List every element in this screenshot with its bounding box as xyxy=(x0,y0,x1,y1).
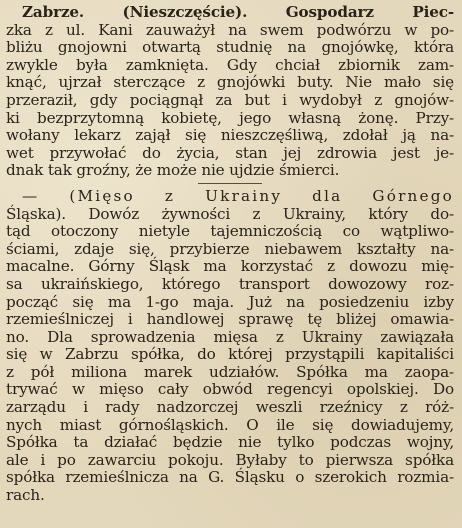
article-line: ściami, zdaje się, przybierze niebawem kształty na- xyxy=(6,239,454,258)
article-line: zarządu i rady nadzorczej weszli rzeźnicy z róż- xyxy=(6,398,454,417)
article-line: knąć, ujrzał sterczące z gnojówki buty. Nie mało się xyxy=(6,73,454,92)
article-line: przeraził, gdy pociągnął za but i wydobył z gnojów- xyxy=(6,90,454,109)
article-line: trywać w mięso cały obwód regencyi opolskiej. Do xyxy=(6,380,454,399)
article-line: Śląska). Dowóz żywności z Ukrainy, który do- xyxy=(6,204,454,223)
article-line: bliżu gnojowni otwartą studnię na gnojówkę, która xyxy=(6,38,454,57)
article-line: macalne. Górny Śląsk ma korzystać z dowozu mię- xyxy=(6,257,454,276)
article-nieszczescie xyxy=(6,4,454,180)
article-mieso-z-ukrainy xyxy=(6,188,454,505)
article-line: ki bezprzytomną kobietę, jego własną żonę. Przy- xyxy=(6,108,454,127)
article-line: spółka rzemieślnicza na G. Śląsku o szerokich rozmia- xyxy=(6,468,454,487)
article-line: z pół miliona marek udziałów. Spółka ma zaopa- xyxy=(6,362,454,381)
article-line: no. Dla sprowadzenia mięsa z Ukrainy zawiązała xyxy=(6,327,454,346)
article-line: Zabrze. (Nieszczęście). Gospodarz Piec- xyxy=(22,3,454,21)
article-line: wołany lekarz zajął się nieszczęśliwą, zdołał ją na- xyxy=(6,126,454,145)
article-line: począć się ma 1-go maja. Już na posiedzeniu izby xyxy=(6,292,454,311)
article-line: tąd otoczony nietyle tajemniczością co wątpliwo- xyxy=(6,222,454,241)
article-line: dnak tak groźny, że może nie ujdzie śmierci. xyxy=(6,161,340,180)
article-line: nych miast górnośląskich. O ile się dowiadujemy, xyxy=(6,415,454,434)
article-line: zka z ul. Kani zauważył na swem podwórzu w po- xyxy=(6,20,454,39)
article-line: — (Mięso z Ukrainy dla Górnego xyxy=(22,186,454,205)
article-line: Spółka ta działać będzie nie tylko podczas wojny, xyxy=(6,433,454,452)
article-line: sa ukraińskiego, którego transport dowozowy roz- xyxy=(6,274,454,293)
article-line: ale i po zawarciu pokoju. Byłaby to pierwsza spółka xyxy=(6,450,454,469)
section-divider xyxy=(198,183,262,184)
article-line: zwykle była zamknięta. Gdy chciał zbiornik zam- xyxy=(6,55,454,74)
article-line: się w Zabrzu spółka, do której przystąpili kapitaliści xyxy=(6,345,454,364)
article-line: rach. xyxy=(6,486,45,505)
article-line: wet przywołać do życia, stan jej zdrowia jest je- xyxy=(6,143,454,162)
article-line: rzemieślniczej i handlowej sprawę tę bliżej omawia- xyxy=(6,310,454,329)
